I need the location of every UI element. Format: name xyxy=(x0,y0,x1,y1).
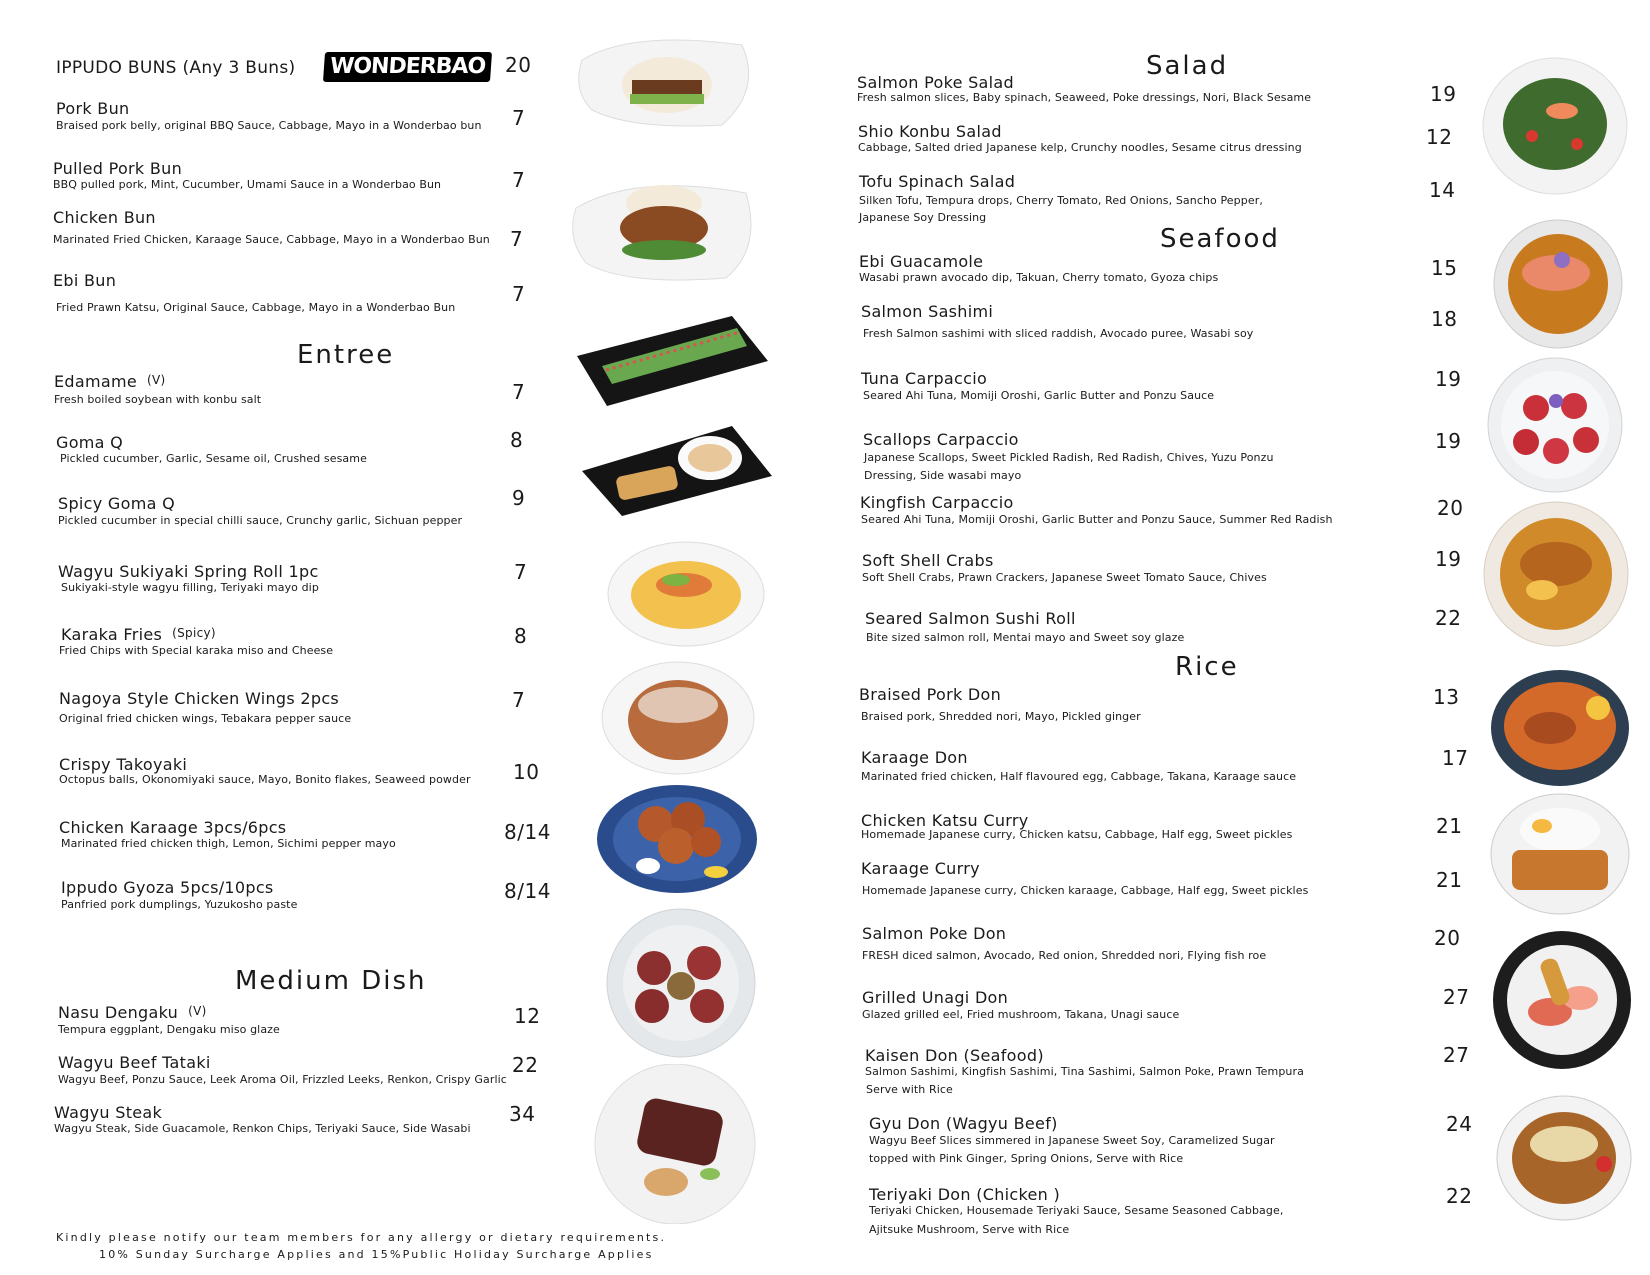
menu-item-price: 34 xyxy=(509,1102,536,1126)
menu-item-name: Wagyu Sukiyaki Spring Roll 1pc xyxy=(58,562,319,581)
menu-item-price: 7 xyxy=(512,282,526,306)
surcharge-notice: 10% Sunday Surcharge Applies and 15%Public Holiday Surcharge Applies xyxy=(99,1248,654,1261)
menu-item-desc: Homemade Japanese curry, Chicken katsu, Cabbage, Half egg, Sweet pickles xyxy=(861,828,1293,841)
menu-item-desc: Wagyu Beef, Ponzu Sauce, Leek Aroma Oil, Frizzled Leeks, Renkon, Crispy Garlic xyxy=(58,1073,507,1086)
menu-item-name: Goma Q xyxy=(56,433,124,452)
menu-item-tag: (Spicy) xyxy=(172,626,216,640)
menu-item-price: 13 xyxy=(1433,685,1460,709)
menu-item-name: Teriyaki Don (Chicken ) xyxy=(869,1185,1061,1204)
menu-item-price: 14 xyxy=(1429,178,1456,202)
menu-item-desc: Braised pork, Shredded nori, Mayo, Pickled ginger xyxy=(861,710,1141,723)
menu-item-desc: Soft Shell Crabs, Prawn Crackers, Japanese Sweet Tomato Sauce, Chives xyxy=(862,571,1267,584)
menu-item-price: 9 xyxy=(512,486,526,510)
menu-item-price: 7 xyxy=(512,380,526,404)
menu-item-desc: Sukiyaki-style wagyu filling, Teriyaki mayo dip xyxy=(61,581,319,594)
menu-item-name: Salmon Poke Salad xyxy=(857,73,1014,92)
menu-item-name: Ebi Bun xyxy=(53,271,117,290)
menu-item-price: 27 xyxy=(1443,985,1470,1009)
menu-item-desc: Tempura eggplant, Dengaku miso glaze xyxy=(58,1023,280,1036)
menu-item-name: Braised Pork Don xyxy=(859,685,1002,704)
pulled-pork-bun-photo xyxy=(566,168,762,288)
pork-bun-photo xyxy=(572,30,762,130)
menu-item-price: 12 xyxy=(514,1004,541,1028)
teriyaki-don-photo xyxy=(1496,1094,1632,1222)
menu-item-price: 19 xyxy=(1435,547,1462,571)
kaisen-don-photo xyxy=(1492,930,1632,1070)
menu-item-desc-line2: Ajitsuke Mushroom, Serve with Rice xyxy=(869,1223,1070,1236)
allergy-notice: Kindly please notify our team members for any allergy or dietary requirements. xyxy=(56,1231,667,1244)
menu-item-name: Grilled Unagi Don xyxy=(862,988,1009,1007)
menu-item-desc: Fresh salmon slices, Baby spinach, Seaweed, Poke dressings, Nori, Black Sesame xyxy=(857,91,1312,104)
menu-item-desc: Fried Chips with Special karaka miso and Cheese xyxy=(59,644,334,657)
chicken-wings-photo xyxy=(600,660,756,776)
menu-item-desc: Fresh boiled soybean with konbu salt xyxy=(54,393,262,406)
menu-item-price: 20 xyxy=(1437,496,1464,520)
menu-item-price: 12 xyxy=(1426,125,1453,149)
menu-item-name: Gyu Don (Wagyu Beef) xyxy=(869,1114,1058,1133)
section-heading-medium-dish: Medium Dish xyxy=(235,966,427,996)
menu-item-price: 27 xyxy=(1443,1043,1470,1067)
menu-item-desc: Seared Ahi Tuna, Momiji Oroshi, Garlic Butter and Ponzu Sauce xyxy=(863,389,1215,402)
menu-item-name: Wagyu Beef Tataki xyxy=(58,1053,211,1072)
menu-item-name: Salmon Sashimi xyxy=(861,302,994,321)
menu-item-desc-line2: Serve with Rice xyxy=(866,1083,953,1096)
section-heading-salad: Salad xyxy=(1146,51,1229,81)
braised-pork-don-photo xyxy=(1490,668,1630,788)
menu-item-name: Tofu Spinach Salad xyxy=(859,172,1016,191)
menu-item-price: 22 xyxy=(512,1053,539,1077)
menu-item-name: Seared Salmon Sushi Roll xyxy=(865,609,1076,628)
menu-item-desc: Panfried pork dumplings, Yuzukosho paste xyxy=(61,898,298,911)
menu-item-name: Edamame (V) xyxy=(54,372,166,391)
menu-item-tag: (V) xyxy=(147,373,166,387)
menu-item-price: 8 xyxy=(510,428,524,452)
menu-item-desc: Salmon Sashimi, Kingfish Sashimi, Tina Sashimi, Salmon Poke, Prawn Tempura xyxy=(865,1065,1304,1078)
menu-item-desc: Pickled cucumber, Garlic, Sesame oil, Crushed sesame xyxy=(60,452,367,465)
menu-item-desc: Original fried chicken wings, Tebakara pepper sauce xyxy=(59,712,352,725)
menu-item-desc: Wasabi prawn avocado dip, Takuan, Cherry tomato, Gyoza chips xyxy=(859,271,1219,284)
menu-item-price: 18 xyxy=(1431,307,1458,331)
menu-item-tag: (V) xyxy=(188,1004,207,1018)
menu-item-price: 21 xyxy=(1436,814,1463,838)
menu-item-desc: Cabbage, Salted dried Japanese kelp, Crunchy noodles, Sesame citrus dressing xyxy=(858,141,1302,154)
menu-item-price: 19 xyxy=(1430,82,1457,106)
menu-item-price: 10 xyxy=(513,760,540,784)
menu-item-desc-line2: Japanese Soy Dressing xyxy=(859,211,987,224)
menu-item-name: Kingfish Carpaccio xyxy=(860,493,1014,512)
wagyu-steak-photo xyxy=(592,1064,758,1224)
menu-item-price: 8 xyxy=(514,624,528,648)
menu-item-desc: Wagyu Steak, Side Guacamole, Renkon Chips, Teriyaki Sauce, Side Wasabi xyxy=(54,1122,471,1135)
menu-item-desc: BBQ pulled pork, Mint, Cucumber, Umami Sauce in a Wonderbao Bun xyxy=(53,178,442,191)
menu-item-name: Soft Shell Crabs xyxy=(862,551,994,570)
menu-item-desc: Marinated Fried Chicken, Karaage Sauce, Cabbage, Mayo in a Wonderbao Bun xyxy=(53,233,490,246)
wonderbao-logo: WONDERBAO xyxy=(323,52,492,82)
menu-item-price: 19 xyxy=(1435,367,1462,391)
menu-item-desc: Marinated fried chicken thigh, Lemon, Sichimi pepper mayo xyxy=(61,837,396,850)
menu-item-desc: Japanese Scallops, Sweet Pickled Radish, Red Radish, Chives, Yuzu Ponzu xyxy=(864,451,1274,464)
menu-item-price: 7 xyxy=(510,227,524,251)
salmon-poke-salad-photo xyxy=(1482,56,1628,196)
menu-item-name: Ebi Guacamole xyxy=(859,252,984,271)
wagyu-tataki-photo xyxy=(604,908,758,1058)
menu-item-name: Nasu Dengaku (V) xyxy=(58,1003,207,1022)
ebi-guacamole-photo xyxy=(1492,218,1624,350)
menu-item-price: 7 xyxy=(512,688,526,712)
menu-item-name: Pulled Pork Bun xyxy=(53,159,183,178)
chicken-katsu-curry-photo xyxy=(1490,792,1630,916)
menu-item-desc: Glazed grilled eel, Fried mushroom, Takana, Unagi sauce xyxy=(862,1008,1180,1021)
menu-item-name: Tuna Carpaccio xyxy=(861,369,988,388)
menu-item-price: 8/14 xyxy=(504,879,551,903)
menu-item-price: 19 xyxy=(1435,429,1462,453)
menu-item-price: 22 xyxy=(1446,1184,1473,1208)
menu-item-name: Pork Bun xyxy=(56,99,130,118)
menu-item-desc: Wagyu Beef Slices simmered in Japanese Sweet Soy, Caramelized Sugar xyxy=(869,1134,1275,1147)
menu-item-name: Karaage Curry xyxy=(861,859,980,878)
menu-item-name: Ippudo Gyoza 5pcs/10pcs xyxy=(61,878,274,897)
menu-item-desc: Marinated fried chicken, Half flavoured egg, Cabbage, Takana, Karaage sauce xyxy=(861,770,1297,783)
menu-item-name: Karaage Don xyxy=(861,748,968,767)
menu-item-name: Kaisen Don (Seafood) xyxy=(865,1046,1044,1065)
menu-item-desc: Octopus balls, Okonomiyaki sauce, Mayo, Bonito flakes, Seaweed powder xyxy=(59,773,471,786)
tuna-carpaccio-photo xyxy=(1486,356,1624,494)
section-heading-seafood: Seafood xyxy=(1160,224,1280,254)
menu-item-price: 8/14 xyxy=(504,820,551,844)
menu-item-price: 15 xyxy=(1431,256,1458,280)
buns-price: 20 xyxy=(505,53,532,77)
menu-item-price: 7 xyxy=(512,106,526,130)
menu-item-name: Shio Konbu Salad xyxy=(858,122,1002,141)
menu-item-name: Scallops Carpaccio xyxy=(863,430,1019,449)
menu-item-desc: Seared Ahi Tuna, Momiji Oroshi, Garlic Butter and Ponzu Sauce, Summer Red Radish xyxy=(861,513,1333,526)
menu-item-price: 20 xyxy=(1434,926,1461,950)
menu-item-desc-line2: topped with Pink Ginger, Spring Onions, Serve with Rice xyxy=(869,1152,1184,1165)
buns-title: IPPUDO BUNS (Any 3 Buns) xyxy=(56,58,296,78)
menu-item-name: Nagoya Style Chicken Wings 2pcs xyxy=(59,689,340,708)
menu-item-desc: Teriyaki Chicken, Housemade Teriyaki Sauce, Sesame Seasoned Cabbage, xyxy=(869,1204,1284,1217)
menu-item-name: Spicy Goma Q xyxy=(58,494,175,513)
menu-item-desc: Bite sized salmon roll, Mentai mayo and Sweet soy glaze xyxy=(866,631,1185,644)
soft-shell-crab-photo xyxy=(1482,500,1630,648)
menu-item-price: 7 xyxy=(512,168,526,192)
goma-q-photo xyxy=(572,316,768,406)
menu-item-price: 7 xyxy=(514,560,528,584)
menu-item-price: 24 xyxy=(1446,1112,1473,1136)
menu-item-desc: Fried Prawn Katsu, Original Sauce, Cabbage, Mayo in a Wonderbao Bun xyxy=(56,301,456,314)
section-heading-rice: Rice xyxy=(1175,652,1239,682)
karaka-fries-photo xyxy=(606,540,766,648)
menu-item-name: Wagyu Steak xyxy=(54,1103,163,1122)
menu-item-price: 17 xyxy=(1442,746,1469,770)
menu-item-name: Crispy Takoyaki xyxy=(59,755,188,774)
chicken-karaage-photo xyxy=(596,784,758,894)
menu-item-name: Salmon Poke Don xyxy=(862,924,1007,943)
menu-item-desc-line2: Dressing, Side wasabi mayo xyxy=(864,469,1022,482)
menu-item-desc: Homemade Japanese curry, Chicken karaage, Cabbage, Half egg, Sweet pickles xyxy=(862,884,1309,897)
menu-item-name: Karaka Fries (Spicy) xyxy=(61,625,216,644)
spring-roll-photo xyxy=(582,426,772,516)
menu-item-name: Chicken Bun xyxy=(53,208,156,227)
menu-item-price: 22 xyxy=(1435,606,1462,630)
menu-item-desc: Fresh Salmon sashimi with sliced raddish, Avocado puree, Wasabi soy xyxy=(863,327,1254,340)
menu-item-name: Chicken Katsu Curry xyxy=(861,811,1029,830)
section-heading-entree: Entree xyxy=(297,340,395,370)
menu-item-desc: Braised pork belly, original BBQ Sauce, Cabbage, Mayo in a Wonderbao bun xyxy=(56,119,482,132)
menu-item-desc: Pickled cucumber in special chilli sauce, Crunchy garlic, Sichuan pepper xyxy=(58,514,463,527)
menu-item-price: 21 xyxy=(1436,868,1463,892)
menu-item-desc: FRESH diced salmon, Avocado, Red onion, Shredded nori, Flying fish roe xyxy=(862,949,1267,962)
menu-item-desc: Silken Tofu, Tempura drops, Cherry Tomato, Red Onions, Sancho Pepper, xyxy=(859,194,1263,207)
menu-item-name: Chicken Karaage 3pcs/6pcs xyxy=(59,818,287,837)
